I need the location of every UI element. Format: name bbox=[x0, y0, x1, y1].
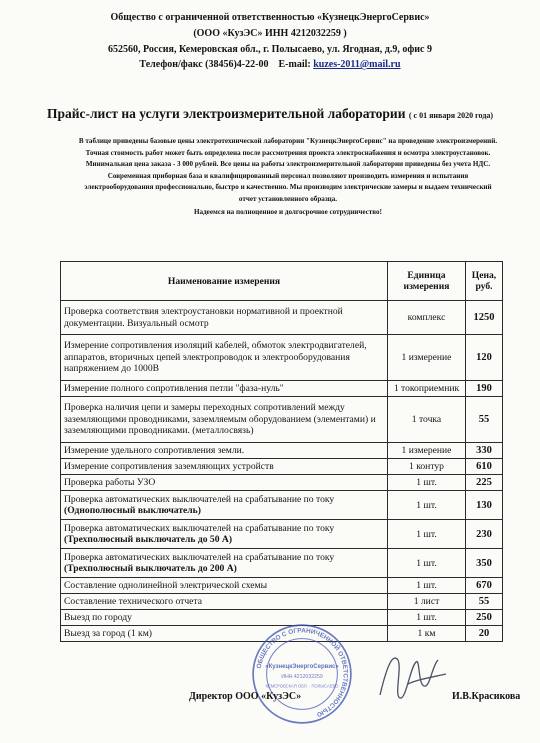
row-name-detail: (Трехполюсный выключатель до 200 А) bbox=[64, 563, 237, 574]
director-name: И.В.Красикова bbox=[452, 691, 521, 702]
row-unit: 1 контур bbox=[388, 459, 466, 475]
row-price: 20 bbox=[466, 626, 503, 642]
row-unit: 1 токоприемник bbox=[388, 381, 466, 397]
row-name-text: Проверка работы УЗО bbox=[64, 476, 156, 488]
handwritten-signature bbox=[372, 640, 452, 720]
row-name-text: Проверка наличия цепи и замеры переходных сопротивлений между заземляющими проводниками, заземляемым оборудованием (элементами) и заземляющими проводниками. (металлосвязь) bbox=[64, 402, 376, 437]
row-unit: 1 измерение bbox=[388, 335, 466, 381]
row-name-text: Проверка автоматических выключателей на срабатывание по току bbox=[64, 522, 335, 534]
row-name-text: Измерение удельного сопротивления земли. bbox=[64, 444, 245, 456]
row-name bbox=[61, 397, 388, 443]
svg-text:ОБЩЕСТВО С ОГРАНИЧЕННОЙ ОТВЕТС bbox=[256, 627, 349, 718]
header-price: Цена, руб. bbox=[466, 262, 503, 301]
table-row bbox=[61, 578, 503, 594]
row-name-text: Измерение полного сопротивления петли "фаза-нуль" bbox=[64, 382, 284, 394]
email-link[interactable]: kuzes-2011@mail.ru bbox=[313, 59, 401, 70]
table-row bbox=[61, 594, 503, 610]
row-name bbox=[61, 594, 388, 610]
page-title bbox=[0, 106, 540, 122]
company-contacts bbox=[0, 58, 540, 71]
table-row bbox=[61, 397, 503, 443]
director-position: Директор ООО «КузЭС» bbox=[189, 691, 302, 702]
row-price: 190 bbox=[466, 381, 503, 397]
row-price: 350 bbox=[466, 549, 503, 578]
phone-fax: Телефон/факс (38456)4-22-00 bbox=[139, 59, 269, 70]
company-short-inn: (ООО «КузЭС» ИНН 4212032259 ) bbox=[193, 28, 347, 39]
row-name-text: Измерение сопротивления изоляций кабелей, обмоток электродвигателей, аппаратов, вторичных цепей электропроводок и электрооборудования напряжением до 1000В bbox=[64, 340, 367, 375]
stamp-region: КЕМЕРОВСКАЯ ОБЛ. · ПОЛЫСАЕВО bbox=[265, 683, 339, 689]
row-price: 130 bbox=[466, 491, 503, 520]
row-price: 670 bbox=[466, 578, 503, 594]
table-row bbox=[61, 459, 503, 475]
header-name: Наименование измерения bbox=[61, 262, 388, 301]
table-row bbox=[61, 549, 503, 578]
table-row bbox=[61, 301, 503, 335]
row-name bbox=[61, 520, 388, 549]
row-name-text: Измерение сопротивления заземляющих устройств bbox=[64, 460, 274, 472]
table-row bbox=[61, 520, 503, 549]
row-name-detail: (Однополюсный выключатель) bbox=[64, 505, 201, 516]
row-name bbox=[61, 443, 388, 459]
row-name bbox=[61, 459, 388, 475]
row-name-text: Составление однолинейной электрической схемы bbox=[64, 579, 268, 591]
table-row bbox=[61, 443, 503, 459]
header-unit: Единица измерения bbox=[388, 262, 466, 301]
row-price: 55 bbox=[466, 397, 503, 443]
row-unit: 1 шт. bbox=[388, 475, 466, 491]
row-price: 610 bbox=[466, 459, 503, 475]
row-name bbox=[61, 475, 388, 491]
row-name bbox=[61, 381, 388, 397]
stamp-inn: ИНН 4212032259 bbox=[281, 674, 323, 681]
row-name bbox=[61, 301, 388, 335]
row-unit: 1 км bbox=[388, 626, 466, 642]
stamp-center-text: «КузнецкЭнергоСервис» bbox=[265, 663, 339, 670]
company-name: Общество с ограниченной ответственностью «КузнецкЭнергоСервис» bbox=[110, 12, 430, 23]
row-price: 120 bbox=[466, 335, 503, 381]
intro-text bbox=[78, 136, 498, 218]
row-unit: 1 точка bbox=[388, 397, 466, 443]
row-name-text: Проверка соответствия электроустановки нормативной и проектной документации. Визуальный осмотр bbox=[64, 306, 343, 329]
row-name-text: Составление технического отчета bbox=[64, 595, 202, 607]
email-label: E-mail: bbox=[278, 59, 311, 70]
row-price: 230 bbox=[466, 520, 503, 549]
row-name bbox=[61, 549, 388, 578]
row-price: 55 bbox=[466, 594, 503, 610]
row-price: 250 bbox=[466, 610, 503, 626]
table-row bbox=[61, 335, 503, 381]
title-date: ( с 01 января 2020 года) bbox=[408, 111, 494, 120]
table-header-row bbox=[61, 262, 503, 301]
row-unit: 1 шт. bbox=[388, 549, 466, 578]
table-row bbox=[61, 491, 503, 520]
intro-paragraph: В таблице приведены базовые цены электротехнической лаборатории "КузнецкЭнергоСервис" на проведение электроизмерений. Точная стоимость работ может быть определена после рассмотрения проекта электроснабжения и осмотра электроустановок. Минимальная цена заказа - 3 000 рублей. Все цены на работы электроизмерительной лаборатории приведены без учета НДС. Современная приборная база и квалифицированный персонал позволяют производить измерения и испытания электрооборудования профессионально, быстро и качественно. Мы производим электрические замеры и выдаем технический отчет установленного образца. bbox=[78, 137, 498, 203]
row-name-text: Выезд за город (1 км) bbox=[64, 627, 152, 639]
intro-thanks: Надеемся на полноценное и долгосрочное сотрудничество! bbox=[194, 207, 382, 216]
row-unit: 1 измерение bbox=[388, 443, 466, 459]
row-unit: 1 шт. bbox=[388, 520, 466, 549]
stamp-outer-text: ОБЩЕСТВО С ОГРАНИЧЕННОЙ ОТВЕТСТВЕННОСТЬЮ bbox=[255, 627, 349, 718]
row-unit: 1 шт. bbox=[388, 491, 466, 520]
company-address: 652560, Россия, Кемеровская обл., г. Полысаево, ул. Ягодная, д.9, офис 9 bbox=[108, 44, 432, 55]
row-price: 330 bbox=[466, 443, 503, 459]
title-main: Прайс-лист на услуги электроизмерительной лаборатории bbox=[46, 106, 406, 121]
row-name bbox=[61, 491, 388, 520]
row-price: 1250 bbox=[466, 301, 503, 335]
row-name bbox=[61, 335, 388, 381]
row-name-text: Выезд по городу bbox=[64, 611, 132, 623]
row-unit: 1 шт. bbox=[388, 610, 466, 626]
row-name-text: Проверка автоматических выключателей на срабатывание по току bbox=[64, 551, 335, 563]
row-name-detail: (Трехполюсный выключатель до 50 А) bbox=[64, 534, 233, 545]
row-name-text: Проверка автоматических выключателей на срабатывание по току bbox=[64, 493, 335, 505]
row-name bbox=[61, 578, 388, 594]
row-unit: комплекс bbox=[388, 301, 466, 335]
row-unit: 1 лист bbox=[388, 594, 466, 610]
price-table bbox=[60, 261, 503, 642]
company-stamp bbox=[250, 622, 354, 726]
table-row bbox=[61, 381, 503, 397]
row-unit: 1 шт. bbox=[388, 578, 466, 594]
row-price: 225 bbox=[466, 475, 503, 491]
table-row bbox=[61, 475, 503, 491]
